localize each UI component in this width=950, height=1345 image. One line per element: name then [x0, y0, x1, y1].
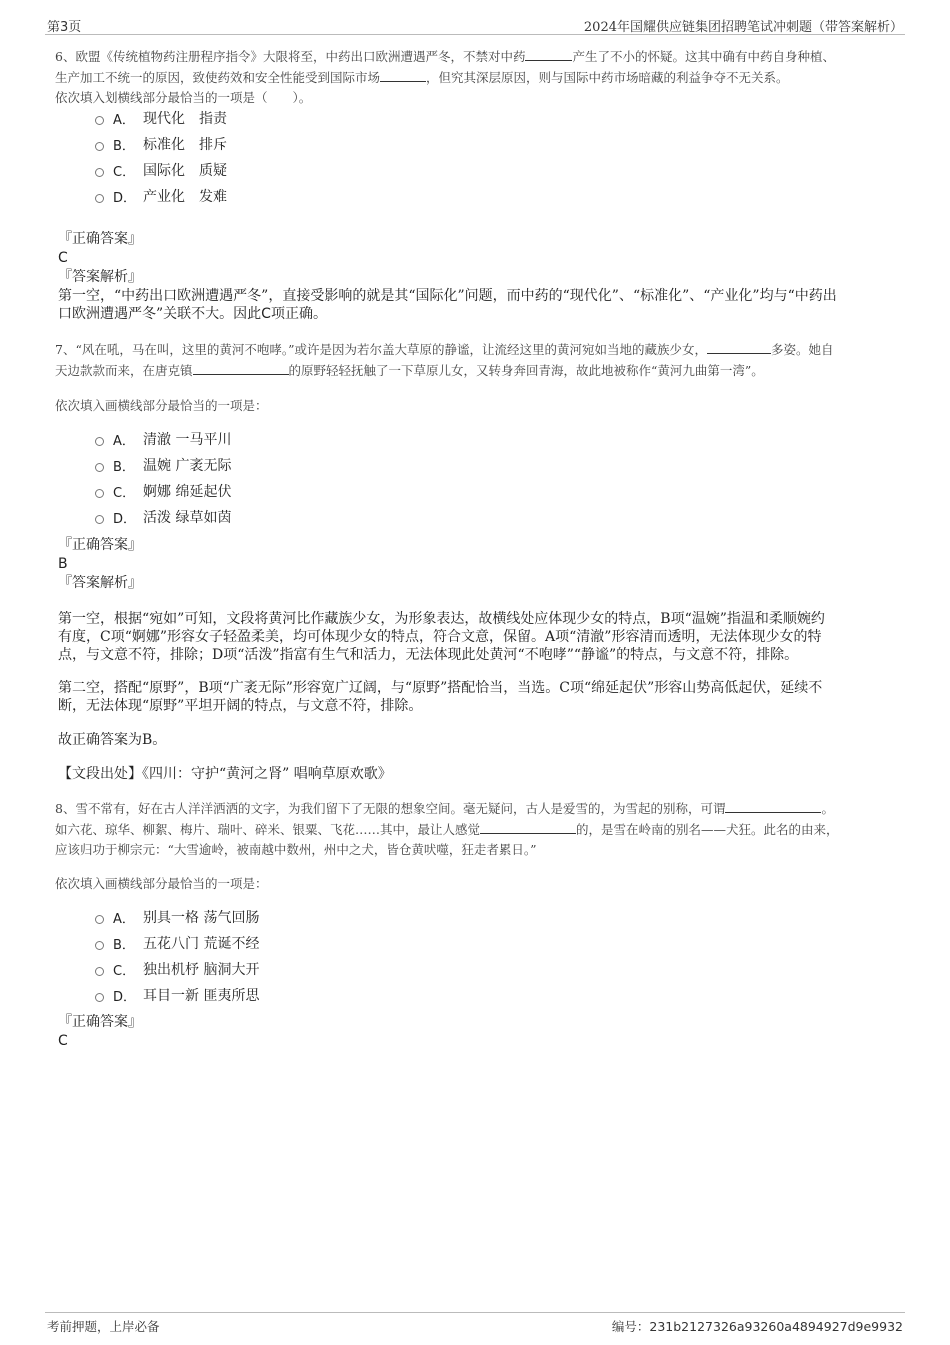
option-b[interactable]: B． 标准化 排斥 [95, 131, 227, 157]
radio-icon [95, 463, 104, 472]
question-7-stem: 7、“风在吼，马在叫，这里的黄河不咆哮。”或许是因为若尔盖大草原的静谧，让流经这里的黄河宛如当地的藏族少女， 多姿。她自 天边款款而来，在唐克镇 的原野轻轻抚触了一下草原儿女，又转身奔回青海，故此地被称作“黄河九曲第一湾”。 [55, 339, 895, 381]
option-b[interactable]: B． 温婉 广袤无际 [95, 452, 231, 478]
question-8-options [95, 904, 259, 1008]
option-c[interactable]: C． 婀娜 绵延起伏 [95, 478, 231, 504]
radio-icon [95, 515, 104, 524]
page-header [45, 14, 905, 35]
radio-icon [95, 489, 104, 498]
question-8-instruction: 依次填入画横线部分最恰当的一项是： [55, 876, 268, 891]
question-8-answer [58, 1012, 142, 1050]
option-d[interactable]: D． 活泼 绿草如茵 [95, 504, 231, 530]
question-7-instruction: 依次填入画横线部分最恰当的一项是： [55, 398, 268, 413]
blank-2 [380, 67, 426, 82]
radio-icon [95, 194, 104, 203]
analysis-label: 『答案解析』 [58, 575, 142, 591]
question-7-options [95, 426, 231, 530]
blank-2 [480, 819, 576, 834]
radio-icon [95, 437, 104, 446]
option-d[interactable]: D． 产业化 发难 [95, 183, 227, 209]
answer-label: 『正确答案』 [58, 231, 142, 247]
radio-icon [95, 967, 104, 976]
passage-source: 【文段出处】《四川：守护“黄河之肾” 唱响草原欢歌》 [58, 766, 392, 782]
option-a[interactable]: A． 清澈 一马平川 [95, 426, 231, 452]
option-c[interactable]: C． 国际化 质疑 [95, 157, 227, 183]
answer-value: C [58, 250, 68, 266]
radio-icon [95, 915, 104, 924]
answer-label: 『正确答案』 [58, 1014, 142, 1030]
radio-icon [95, 993, 104, 1002]
page-number: 第3页 [47, 20, 82, 35]
blank-1 [707, 339, 771, 354]
question-6-stem: 6、欧盟《传统植物药注册程序指令》大限将至，中药出口欧洲遭遇严冬，不禁对中药 产生了不小的怀疑。这其中确有中药自身种植、 生产加工不统一的原因，致使药效和安全性能受到国际市场 ，但究其深层原因，则与国际中药市场暗藏的利益争夺不无关系。 依次填入划横线部分最恰当的一项是（ ）。 [55, 46, 895, 108]
radio-icon [95, 168, 104, 177]
option-b[interactable]: B． 五花八门 荒诞不经 [95, 930, 259, 956]
analysis-label: 『答案解析』 [58, 269, 142, 285]
answer-label: 『正确答案』 [58, 537, 142, 553]
page-footer [45, 1312, 905, 1334]
question-6-answer: 『正确答案』 C 『答案解析』 第一空，“中药出口欧洲遭遇严冬”，直接受影响的就是其“国际化”问题，而中药的“现代化”、“标准化”、“产业化”均与“中药出 口欧洲遭遇严冬”关联不大。因此C项正确。 [58, 229, 888, 323]
radio-icon [95, 116, 104, 125]
answer-value: B [58, 556, 68, 572]
option-c[interactable]: C． 独出机杼 脑洞大开 [95, 956, 259, 982]
blank-2 [193, 360, 289, 375]
option-a[interactable]: A． 现代化 指责 [95, 105, 227, 131]
option-d[interactable]: D． 耳目一新 匪夷所思 [95, 982, 259, 1008]
blank-1 [525, 46, 572, 61]
analysis-paragraph-1: 第一空，根据“宛如”可知，文段将黄河比作藏族少女，为形象表达，故横线处应体现少女的特点，B项“温婉”指温和柔顺婉约 有度，C项“婀娜”形容女子轻盈柔美，均可体现少女的特点，符合文意，保留。A项“清澈”形容清而透明，无法体现少女的特 点，与文意不符，排除；D项“活泼”指富有生气和活力，无法体现此处黄河“不咆哮”“静谧”的特点，与文意不符，排除。 [58, 611, 825, 663]
radio-icon [95, 142, 104, 151]
radio-icon [95, 941, 104, 950]
question-7-answer [58, 535, 142, 593]
option-a[interactable]: A． 别具一格 荡气回肠 [95, 904, 259, 930]
answer-value: C [58, 1033, 68, 1049]
footer-slogan: 考前押题，上岸必备 [47, 1319, 160, 1334]
blank-1 [725, 798, 821, 813]
analysis-paragraph-2: 第二空，搭配“原野”，B项“广袤无际”形容宽广辽阔，与“原野”搭配恰当，当选。C项“绵延起伏”形容山势高低起伏，延续不 断，无法体现“原野”平坦开阔的特点，与文意不符，排除。 [58, 680, 823, 714]
analysis-conclusion: 故正确答案为B。 [58, 732, 167, 748]
document-title: 2024年国耀供应链集团招聘笔试冲刺题（带答案解析） [583, 20, 903, 35]
question-8-stem: 8、雪不常有，好在古人洋洋洒洒的文字，为我们留下了无限的想象空间。毫无疑问，古人是爱雪的，为雪起的别称，可谓 。 如六花、琼华、柳絮、梅片、瑞叶、碎米、银粟、飞花……其中，最让人感觉 的，是雪在岭南的别名——犬狂。此名的由来， 应该归功于柳宗元：“大雪逾岭，被南越中数州，州中之犬，皆仓黄吠噬，狂走者累日。” [55, 798, 895, 860]
document-code: 编号：231b2127326a93260a4894927d9e9932 [611, 1319, 903, 1334]
question-6-options [95, 105, 227, 209]
